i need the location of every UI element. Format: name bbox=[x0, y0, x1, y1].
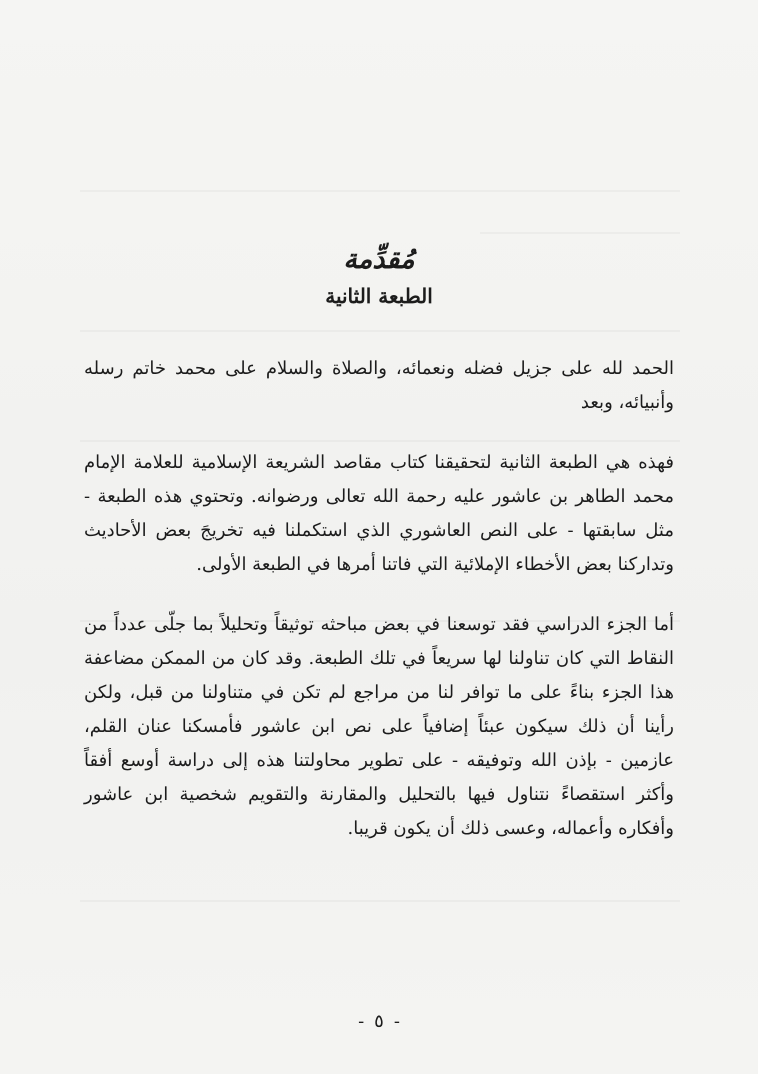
paragraph-opening: الحمد لله على جزيل فضله ونعمائه، والصلاة والسلام على محمد خاتم رسله وأنبيائه، وبعد bbox=[84, 358, 674, 413]
page-number-value: ٥ bbox=[374, 1011, 384, 1032]
bleed-through-line bbox=[80, 900, 680, 902]
page-number-dash: - bbox=[358, 1011, 365, 1032]
bleed-through-line bbox=[480, 232, 680, 234]
bleed-through-line bbox=[80, 190, 680, 192]
page-title: مُقدِّمة bbox=[343, 244, 415, 275]
paragraph-edition: فهذه هي الطبعة الثانية لتحقيقنا كتاب مقاصد الشريعة الإسلامية للعلامة الإمام محمد الطاهر بن عاشور عليه رحمة الله تعالى ورضوانه. وتحتوي هذه الطبعة - مثل سابقتها - على النص العاشوري الذي استكملنا فيه تخريجَ بعض الأحاديث وتداركنا بعض الأخطاء الإملائية التي فاتنا أمرها في الطبعة الأولى. bbox=[84, 452, 674, 575]
edition-subtitle: الطبعة الثانية bbox=[325, 284, 433, 308]
document-body bbox=[84, 240, 674, 872]
paragraph-study: أما الجزء الدراسي فقد توسعنا في بعض مباحثه توثيقاً وتحليلاً بما جلّى عدداً من النقاط التي كان تناولنا لها سريعاً في تلك الطبعة. وقد كان من الممكن مضاعفة هذا الجزء بناءً على ما توافر لنا من مراجع لم تكن في متناولنا من قبل، ولكن رأينا أن ذلك سيكون عبئاً إضافياً على نص ابن عاشور فأمسكنا عنان القلم، عازمين - بإذن الله وتوفيقه - على تطوير محاولتنا هذه إلى دراسة أوسع أفقاً وأكثر استقصاءً نتناول فيها بالتحليل والمقارنة والتقويم شخصية ابن عاشور وأفكاره وأعماله، وعسى ذلك أن يكون قريبا. bbox=[84, 614, 674, 839]
page-number bbox=[0, 1008, 758, 1036]
page-number-dash: - bbox=[393, 1011, 400, 1032]
